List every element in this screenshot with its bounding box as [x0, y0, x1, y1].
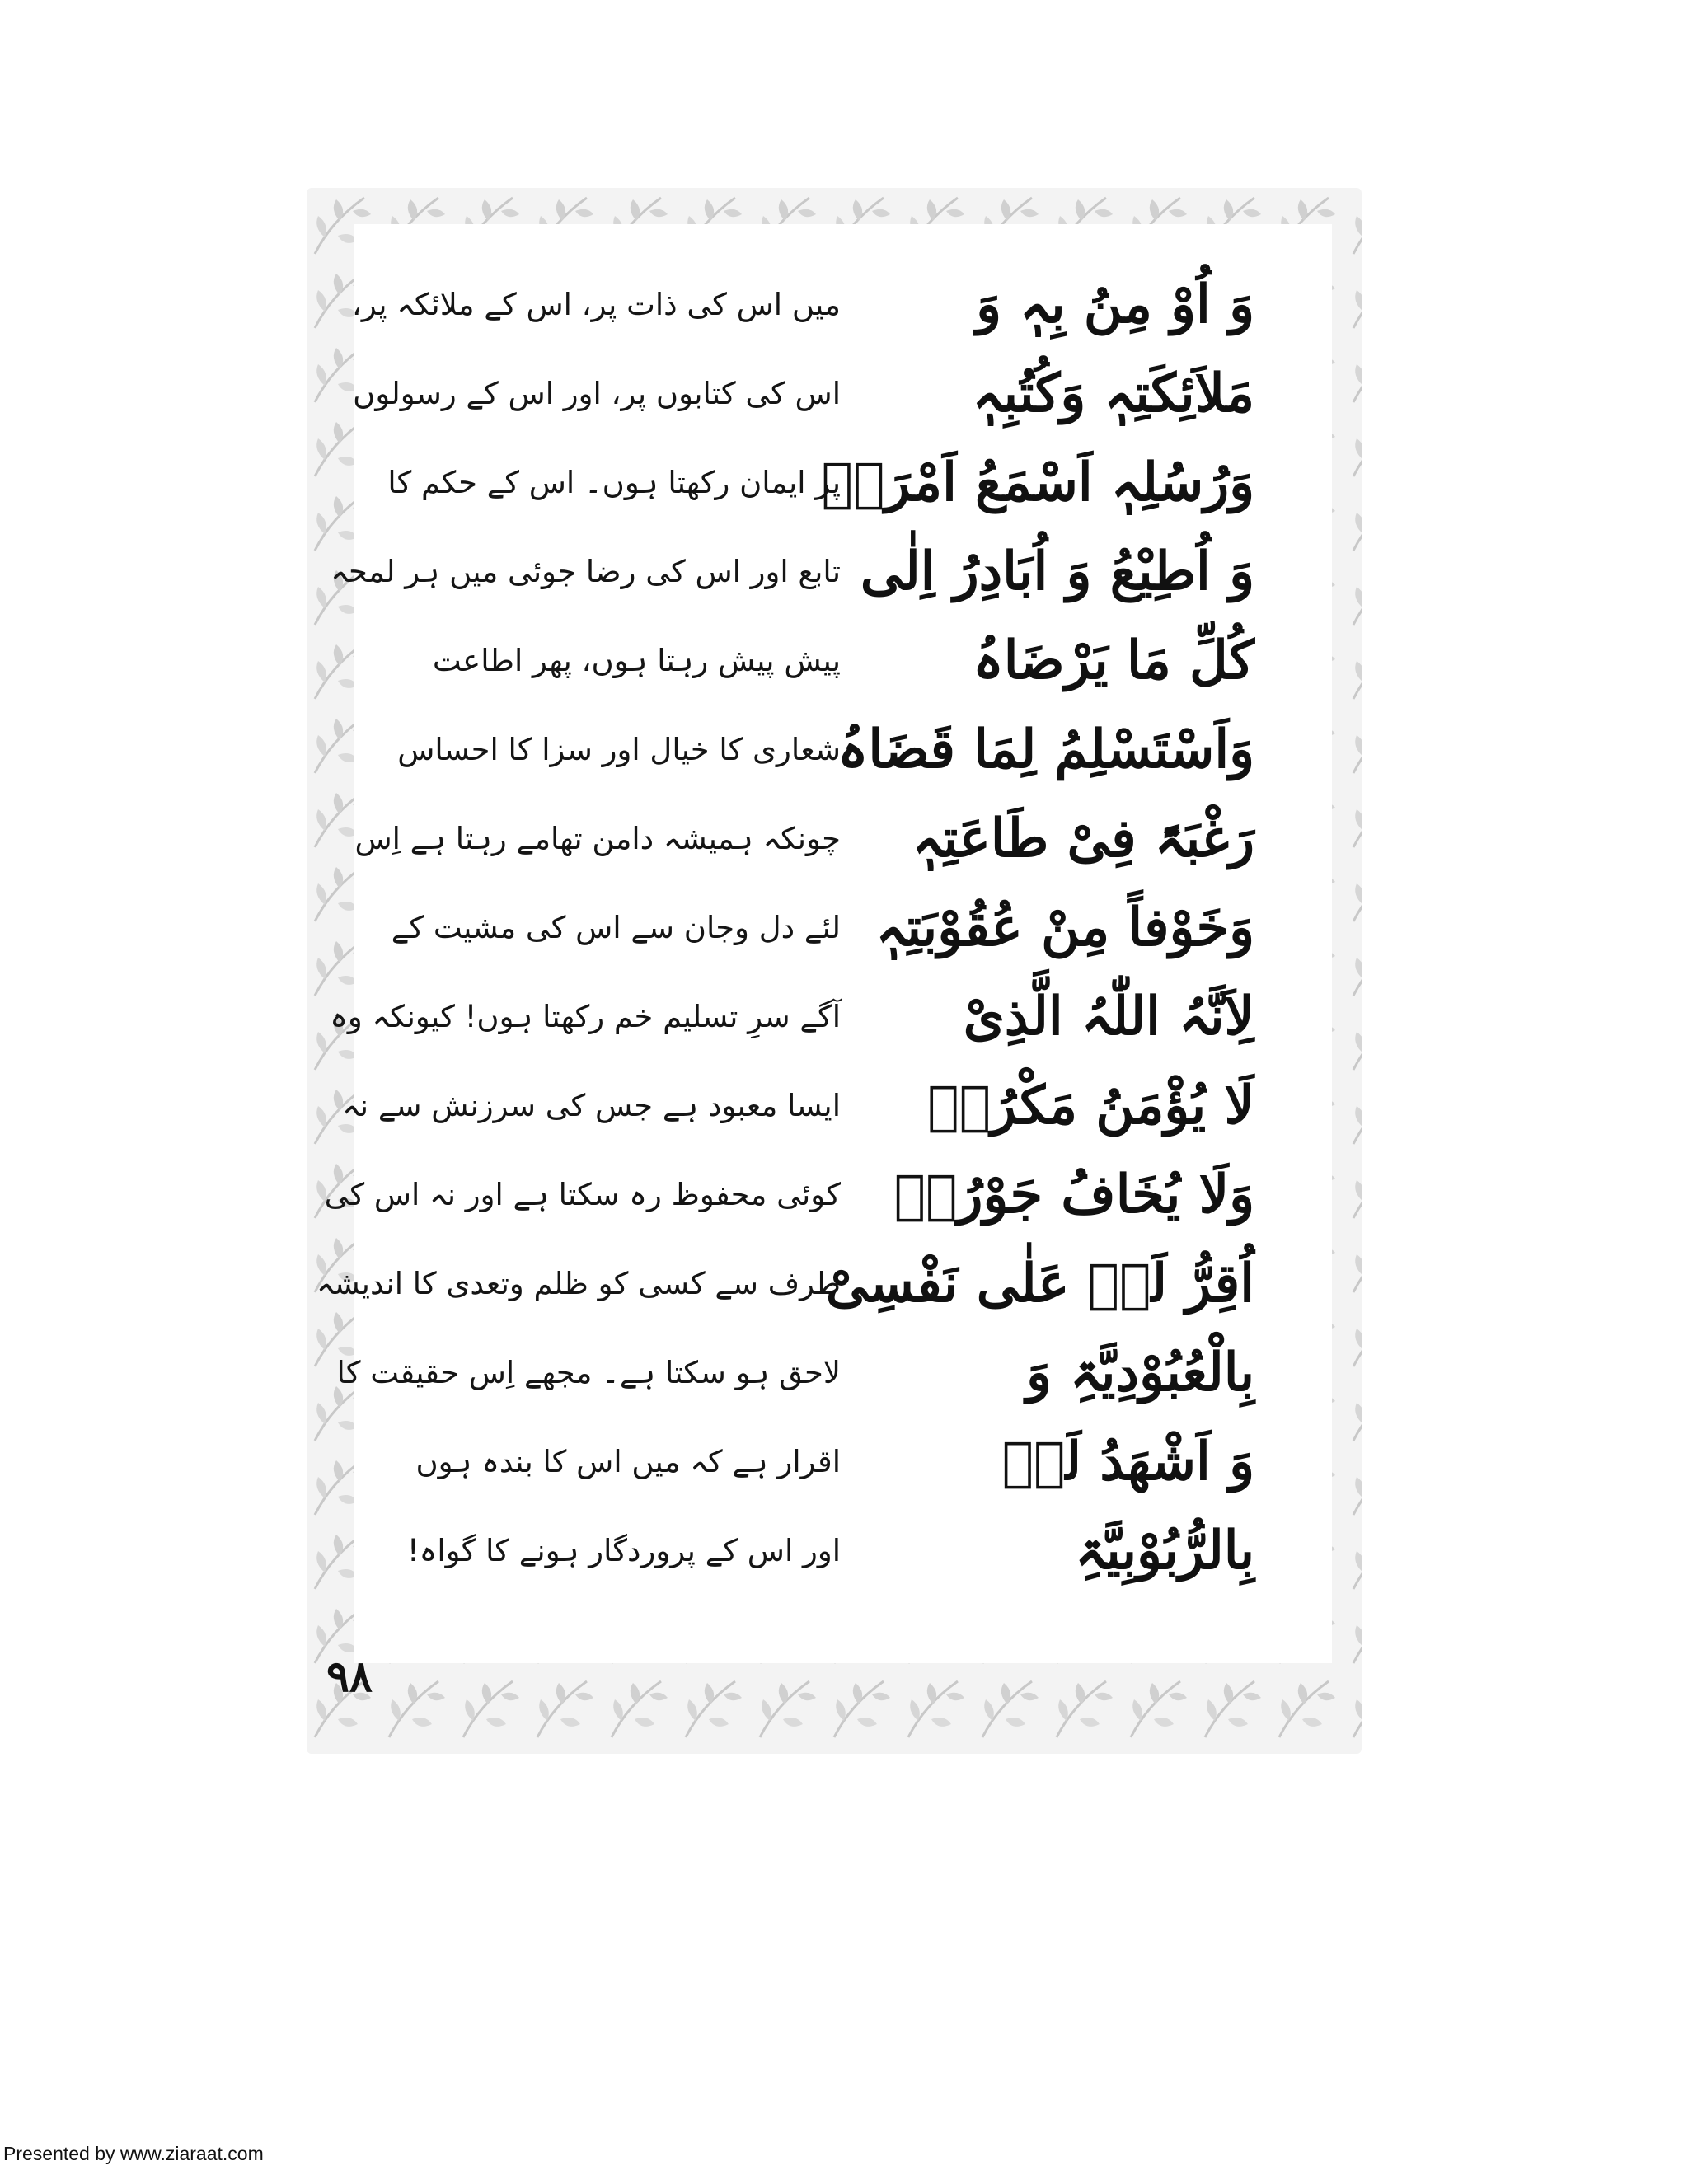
- urdu-translation: شعاری کا خیال اور سزا کا احساس: [397, 732, 841, 767]
- urdu-translation: پر ایمان رکھتا ہوں۔ اس کے حکم کا: [387, 465, 841, 500]
- arabic-text: وَرُسُلِہٖ اَسْمَعُ اَمْرَہٗ: [821, 452, 1254, 513]
- text-row: [307, 1329, 1362, 1418]
- arabic-text: کُلِّ مَا یَرْضَاہُ: [973, 630, 1254, 691]
- text-row: [307, 1062, 1362, 1151]
- text-row: [307, 616, 1362, 705]
- text-row: [307, 1151, 1362, 1240]
- arabic-text: مَلاَئِکَتِہٖ وَکُتُبِہٖ: [972, 363, 1254, 424]
- arabic-text: وَ اُطِیْعُ وَ اُبَادِرُ اِلٰی: [860, 541, 1254, 602]
- arabic-text: لِاَنَّہُ اللّٰہُ الَّذِیْ: [963, 986, 1254, 1047]
- page-ornamental-frame: [307, 188, 1362, 1754]
- urdu-translation: لاحق ہو سکتا ہے۔ مجھے اِس حقیقت کا: [336, 1355, 841, 1390]
- arabic-text: رَغْبَۃً فِیْ طَاعَتِہٖ: [912, 808, 1254, 869]
- urdu-translation: میں اس کی ذات پر، اس کے ملائکہ پر،: [351, 287, 841, 322]
- arabic-text: اُقِرُّ لَہٗ عَلٰی نَفْسِیْ: [825, 1253, 1254, 1315]
- text-row: [307, 972, 1362, 1062]
- urdu-translation: ایسا معبود ہے جس کی سرزنش سے نہ: [342, 1088, 841, 1123]
- text-row: [307, 349, 1362, 438]
- text-row: [307, 527, 1362, 616]
- text-row: [307, 260, 1362, 349]
- text-row: [307, 1418, 1362, 1507]
- urdu-translation: کوئی محفوظ رہ سکتا ہے اور نہ اس کی: [324, 1177, 841, 1212]
- urdu-translation: چونکہ ہمیشہ دامن تھامے رہتا ہے اِس: [354, 821, 841, 856]
- text-row: [307, 794, 1362, 883]
- arabic-text: وَ اُوْ مِنُ بِہٖ وَ: [976, 274, 1254, 335]
- text-row: [307, 1507, 1362, 1596]
- text-row: [307, 883, 1362, 972]
- text-row: [307, 1240, 1362, 1329]
- urdu-translation: تابع اور اس کی رضا جوئی میں ہر لمحہ: [331, 554, 841, 589]
- arabic-text: بِالرُّبُوْبِیَّۃِ: [1075, 1520, 1254, 1582]
- text-row: [307, 705, 1362, 794]
- urdu-translation: اس کی کتابوں پر، اور اس کے رسولوں: [353, 376, 841, 411]
- arabic-text: وَ اَشْھَدُ لَہٗ: [1001, 1431, 1254, 1493]
- urdu-translation: پیش پیش رہتا ہوں، پھر اطاعت: [432, 643, 841, 678]
- arabic-text: لَا یُؤْمَنُ مَکْرُہٗ: [927, 1075, 1254, 1137]
- text-row: [307, 438, 1362, 527]
- urdu-translation: آگے سرِ تسلیم خم رکھتا ہوں! کیونکہ وہ: [330, 999, 841, 1034]
- urdu-translation: اور اس کے پروردگار ہونے کا گواہ!: [406, 1533, 841, 1568]
- urdu-translation: اقرار ہے کہ میں اس کا بندہ ہوں: [415, 1444, 841, 1479]
- arabic-text: وَلَا یُخَافُ جَوْرُہٗ: [893, 1164, 1254, 1226]
- urdu-translation: طرف سے کسی کو ظلم وتعدی کا اندیشہ: [316, 1266, 841, 1301]
- urdu-translation: لئے دل وجان سے اس کی مشیت کے: [391, 910, 841, 945]
- arabic-text: وَخَوْفاً مِنْ عُقُوْبَتِہٖ: [875, 897, 1254, 958]
- page-number: ۹۸: [326, 1652, 373, 1702]
- arabic-text: وَاَسْتَسْلِمُ لِمَا قَضَاہُ: [837, 719, 1254, 780]
- arabic-text: بِالْعُبُوْدِیَّۃِ وَ: [1025, 1342, 1254, 1404]
- footer-credit: Presented by www.ziaraat.com: [3, 2143, 264, 2164]
